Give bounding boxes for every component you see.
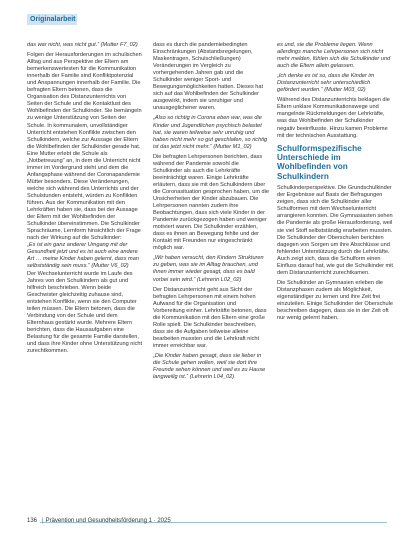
text-column-middle bbox=[153, 42, 269, 512]
paragraph: Während des Distanzunterrichts beklagen die Eltern unklare Kommunikationswege und mangelnde Rückmeldungen der Lehrkräfte, was das Wohlbefinden der Schulkinder negativ beeinflusste. Hinzu kamen Probleme mit der technischen Ausstattung. bbox=[277, 97, 390, 139]
quote: „Wir haben versucht, den Kindern Strukturen zu geben, was sie im Alltag brauchen, und ihnen immer wieder gesagt, dass es bald vorbei sein wird.“ (Lehrerin L02_02) bbox=[153, 255, 264, 283]
quote: „Es ist ein ganz anderer Umgang mit der Gesundheit jetzt und es ist auch eine andere Art … meine Kinder haben gelernt, dass man selbstständig sein muss.“ (Mutter V6_02) bbox=[27, 242, 139, 270]
page-footer bbox=[27, 516, 171, 526]
paragraph: Der Distanzunterricht geht aus Sicht der befragten Lehrpersonen mit einem hohen Aufwand für die Organisation und Vorbereitung einher. Lehrkräfte betonen, dass die Kommunikation mit den Eltern eine große Rolle spielt. Die Schulkinder beschreiben, dass sie die Aufgaben teilweise alleine bearbeiten mussten und die Lehrkraft nicht immer erreichbar war. bbox=[153, 286, 267, 349]
quote: „Die Kinder haben gesagt, dass sie lieber in die Schule gehen wollen, weil sie dort ihre Freunde sehen können und weil es zu Hause langweilig ist.“ (Lehrerin L04_02) bbox=[153, 352, 266, 381]
journal-name: Prävention und Gesundheitsförderung 1 · 2025 bbox=[45, 518, 171, 524]
footer-separator: | bbox=[42, 518, 44, 524]
paragraph: Der Wechselunterricht wurde im Laufe des Jahres von den Schulkindern als gut und hilfreich beschrieben. Wenn beide Geschwister gleichzeitig zuhause sind, entstehen Konflikte, wenn sie den Computer teilen müssen. Die Eltern betonen, dass die Verbindung von der Schule und dem Elternhaus gestärkt wurde. Mehrere Eltern berichten, dass die Hausaufgaben eine Belastung für die gesamte Familie darstellen, und dass ihre Kinder ohne Unterstützung nicht zurechtkommen. bbox=[27, 270, 143, 355]
paragraph: dass es durch die pandemiebedingten Einschränkungen (Abstandsregelungen, Maskentragen, Schulschließungen) Veränderungen im Vergleich zu vorhergehenden Jahren gab und die Schulkinder weniger Sport- und Bewegungsmöglichkeiten hatten. Dieses hat sich auf das Wohlbefinden der Schulkinder ausgewirkt, indem sie unruhiger und unausgeglichener waren. bbox=[153, 42, 264, 112]
paragraph: Schulkinderperspektive. Die Grundschulkinder der Ergebnisse auf Basis der Befragungen zeigen, dass sich die Schulkinder aller Schulformen mit dem Wechselunterricht arrangieren konnten. Die Gymnasiasten sehen die Pandemie als große Herausforderung, weil sie viel Stoff selbstständig erarbeiten mussten. Die Schulkinder der Oberschulen berichten dagegen von Sorgen um ihre Abschlüsse und fehlender Unterstützung durch die Lehrkräfte. Auch zeigt sich, dass die Schulform einen Einfluss darauf hat, wie gut die Schulkinder mit dem Distanzunterricht zurechtkamen. bbox=[277, 185, 393, 276]
paragraph: Die befragten Lehrpersonen berichten, dass während der Pandemie sowohl die Schulkinder als auch die Lehrkräfte beeinträchtigt waren. Einige Lehrkräfte erläutern, dass sie mit den Schulkindern über die Coronasituation gesprochen haben, um die Unsicherheiten der Kinder abzubauen. Die Lehrpersonen nannten zudem ihre Beobachtungen, dass sich viele Kinder in der Pandemie zurückgezogen haben und weniger motiviert waren. Die Schulkinder erzählen, dass es ihnen an Bewegung fehlte und der Kontakt mit Freunden nur eingeschränkt möglich war. bbox=[153, 153, 269, 252]
section-heading: Schulformspezifische Unterschiede im Wohlbefinden von Schulkindern bbox=[277, 143, 362, 181]
paragraph: Die Schulkinder an Gymnasien erleben die Distanzphasen zudem als Möglichkeit, eigenständiger zu lernen und ihre Zeit frei einzuteilen. Einige Schulkinder der Oberschule beschreiben dagegen, dass sie in der Zeit oft nur wenig gelernt haben. bbox=[277, 279, 393, 322]
quote-end: es und, sie die Probleme liegen. Wenn allerdings manche Lehrpersonen sich nicht mehr melden, fühlen sich die Schulkinder und auch die Eltern allein gelassen. bbox=[277, 42, 391, 70]
quote-end: das war nicht, was nicht gut.“ (Mutter F7_02) bbox=[27, 42, 138, 48]
section-tag: Originalarbeit bbox=[27, 14, 77, 25]
quote: „Ich denke es ist so, dass die Kinder im Distanzunterricht sehr unterschiedlich gefördert wurden.“ (Mutter M03_02) bbox=[277, 73, 375, 94]
page-number: 136 bbox=[27, 516, 40, 526]
quote: „Also so richtig in Corona eben war, was die Kinder und Jugendlichen psychisch belastet hat, sie waren teilweise sehr unruhig und haben nicht mehr so gut geschlafen, so richtig ist das jetzt nicht mehr.“ (Mutter M1_02) bbox=[153, 115, 268, 150]
paragraph: Folgen der Herausforderungen im schulischen Alltag und aus Perspektive der Eltern am bemerkenswertesten für die Kommunikation innerhalb der Familie sind Konfliktpotenzial und Anspannungen innerhalb der Familie. Die befragten Eltern betonen, dass die Organisation des Distanzunterrichts von Seiten der Schule und die Kontaktlust des Wohlbefinden der Schulkinder. Sie bemängeln zu wenige Unterstützung von Seiten der Schule. In kommunalem, unvollständiger Unterricht entstehen Konflikte zwischen den Schulkindern, welche zur Aussage der Eltern die Wohlbefinden der Schulkinder gerade hat. Eine Mutter erlebt die Schule als „Notbetreuung“ an, in dem die Unterricht nicht immer im Vordergrund steht und dem die Anfangsphase während der Coronapandemie Mütter besonders. Diese Veränderungen, welche sich während des Unterrichts und der Schulstunden entsteht, würden zu Konflikten führen. Aus der Kommunikation mit den Lehrkräften haben sie, dass bei der Aussage der Eltern mit der Wohlbefinden der Schulkinder übereinstimmen. Die Schulkinder Sprachräume, Lernform hinsichtlich der Frage nach der Wirkung auf die Schulkinder: bbox=[27, 52, 142, 242]
text-column-left bbox=[27, 42, 143, 502]
text-column-right bbox=[277, 42, 393, 512]
